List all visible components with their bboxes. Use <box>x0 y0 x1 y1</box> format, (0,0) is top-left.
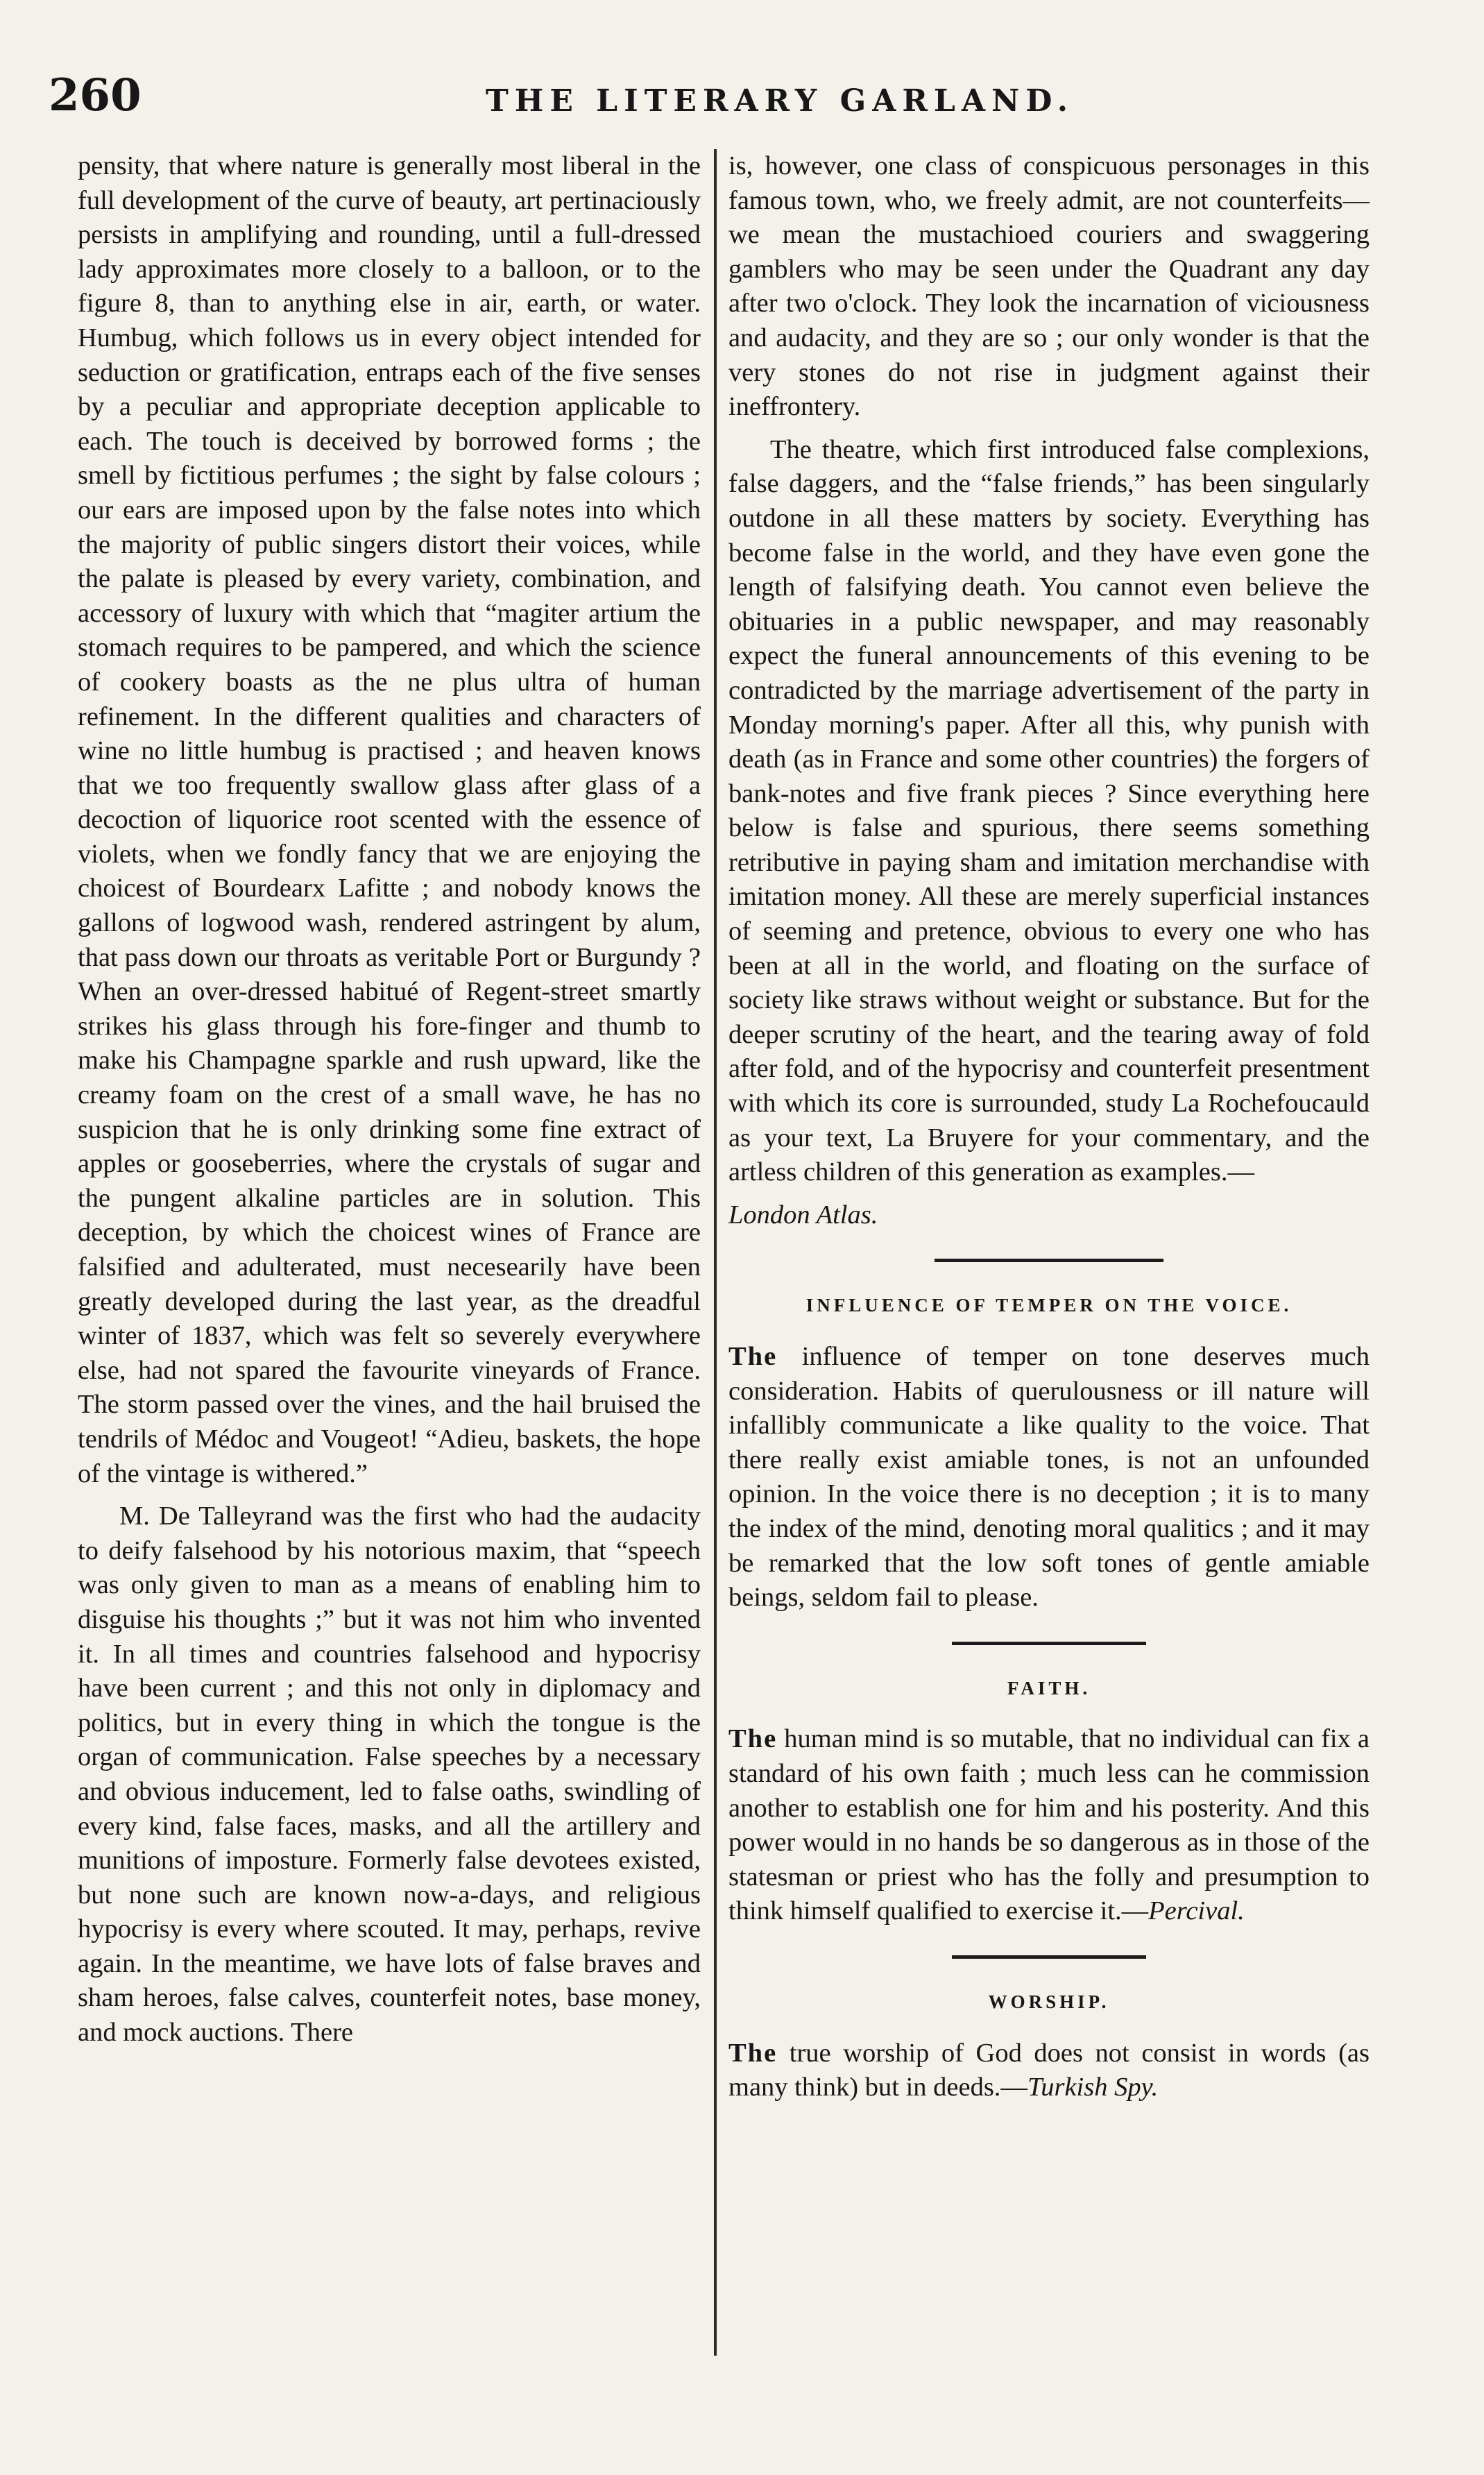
section-body <box>728 1340 1370 1615</box>
section-body <box>728 2036 1370 2105</box>
section-text: true worship of God does not consist in words (as many think) but in deeds.— <box>728 2038 1370 2102</box>
section-text: influence of temper on tone deserves much consideration. Habits of querulousness or ill nature will infallibly communicate a like quality to the voice. That there really exist amiable tones, is not an unfounded opinion. In the voice there is no deception ; it is to many the index of the mind, denoting moral qualitics ; and it may be remarked that the low soft tones of gentle amiable beings, seldom fail to please. <box>728 1342 1370 1613</box>
section-worship <box>728 1985 1370 2105</box>
left-column <box>78 149 701 2050</box>
running-title: THE LITERARY GARLAND. <box>486 83 1075 119</box>
right-paragraph-2: The theatre, which first introduced false complexions, false daggers, and the “false friends,” has been singularly outdone in all these matters by society. Everything has become false in the world, and they have even gone the length of falsifying death. You cannot even believe the obituaries in a public newspaper, and may reasonably expect the funeral announcements of this evening to be contradicted by the marriage advertisement of the party in Monday morning's paper. After all this, why punish with death (as in France and some other countries) the forgers of bank-notes and five frank pieces ? Since everything here below is false and spurious, there seems something retributive in paying sham and imitation merchandise with imitation money. All these are merely superficial instances of seeming and pretence, obvious to every one who has been at all in the world, and floating on the surface of society like straws without weight or substance. But for the deeper scrutiny of the heart, and the tearing away of fold after fold, and of the hypocrisy and counterfeit presentment with which its core is surrounded, study La Rochefoucauld as your text, La Bruyere for your commentary, and the artless children of this generation as examples.— <box>728 434 1370 1187</box>
left-paragraph-2: M. De Talleyrand was the first who had the audacity to deify falsehood by his notorious maxim, that “speech was only given to man as a means of enabling him to disguise his thoughts ;” but it was not him who invented it. In all times and countries falsehood and hypocrisy have been current ; and this not only in diplomacy and politics, but in every thing in which the tongue is the organ of communication. False speeches by a necessary and obvious inducement, led to false oaths, swindling of every kind, false faces, masks, and all the artillery and munitions of imposture. Formerly false devotees existed, but none such are known now-a-days, and religious hypocrisy is every where scouted. It may, perhaps, revive again. In the meantime, we have lots of false braves and sham heroes, false calves, counterfeit notes, base money, and mock auctions. There <box>78 1502 701 2048</box>
section-body <box>728 1722 1370 1929</box>
section-rule <box>952 1642 1146 1645</box>
section-heading: FAITH. <box>1007 1677 1091 1699</box>
page-number: 260 <box>49 69 142 121</box>
section-source: Percival. <box>1148 1896 1245 1926</box>
section-lead: The <box>728 1724 778 1754</box>
section-source: Turkish Spy. <box>1027 2073 1159 2102</box>
section-heading: WORSHIP. <box>988 1991 1110 2012</box>
left-paragraph-1: pensity, that where nature is generally most liberal in the full development of the curve of beauty, art pertinaciously persists in amplifying and rounding, until a full-dressed lady approximates more closely to a balloon, or to the figure 8, than to anything else in air, earth, or water. Humbug, which follows us in every object intended for seduction or gratification, entraps each of the five senses by a peculiar and appropriate deception applicable to each. The touch is deceived by borrowed forms ; the smell by fictitious perfumes ; the sight by false colours ; our ears are imposed upon by the false notes into which the majority of public singers distort their voices, while the palate is pleased by every variety, combination, and accessory of luxury with which that “magiter artium the stomach requires to be pampered, and which the science of cookery boasts as the ne plus ultra of human refinement. In the different qualities and characters of wine no little humbug is practised ; and heaven knows that we too frequently swallow glass after glass of a decoction of liquorice root scented with the essence of violets, when we fondly fancy that we are enjoying the choicest of Bourdearx Lafitte ; and nobody knows the gallons of logwood wash, rendered astringent by alum, that pass down our throats as veritable Port or Burgundy ? When an over-dressed habitué of Regent-street smartly strikes his glass through his fore-finger and thumb to make his Champagne sparkle and rush upward, like the creamy foam on the crest of a small wave, he has no suspicion that he is only drinking some fine extract of apples or gooseberries, where the crystals of sugar and the pungent alkaline particles are in solution. This deception, by which the choicest wines of France are falsified and adulterated, must necesearily have been greatly developed during the last year, as the dreadful winter of 1837, which was felt so severely everywhere else, had not spared the favourite vineyards of France. The storm passed over the vines, and the hail bruised the tendrils of Médoc and Vougeot! “Adieu, baskets, the hope of the vintage is withered.” <box>78 151 701 1488</box>
section-faith <box>728 1672 1370 1929</box>
section-rule <box>952 1955 1146 1959</box>
right-column <box>728 149 1370 2105</box>
right-paragraph-1: is, however, one class of conspicuous personages in this famous town, who, we freely admit, are not counterfeits—we mean the mustachioed couriers and swaggering gamblers who may be seen under the Quadrant any day after two o'clock. They look the incarnation of viciousness and audacity, and they are so ; our only wonder is that the very stones do not rise in judgment against their ineffrontery. <box>728 151 1370 422</box>
section-lead: The <box>728 2038 778 2068</box>
section-rule <box>935 1259 1163 1262</box>
section-lead: The <box>728 1342 778 1371</box>
source-london-atlas: London Atlas. <box>728 1200 878 1230</box>
column-divider <box>714 149 717 2356</box>
section-text: human mind is so mutable, that no individual can fix a standard of his own faith ; much less can he commission another to establish one for him and his posterity. And this power would in no hands be so dangerous as in those of the statesman or priest who has the folly and presumption to think himself qualified to exercise it.— <box>728 1724 1370 1926</box>
section-heading: INFLUENCE OF TEMPER ON THE VOICE. <box>805 1295 1293 1316</box>
article-source <box>728 1198 1370 1233</box>
section-temper <box>728 1288 1370 1615</box>
